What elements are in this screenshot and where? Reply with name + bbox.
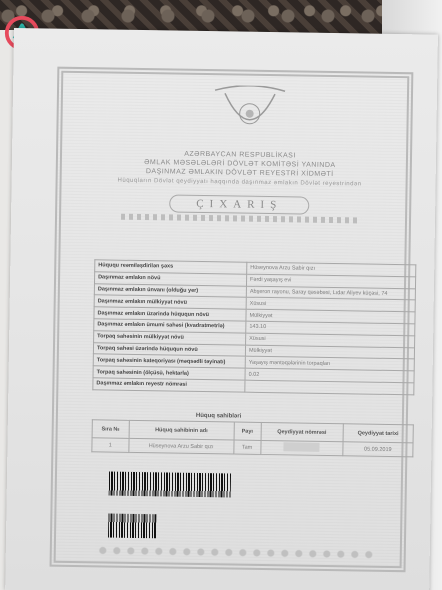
row-label: Daşınmaz əmlakın mülkiyyət növü: [94, 295, 246, 309]
document-title: ÇIXARIŞ: [169, 194, 309, 214]
col-name: Hüquq sahibinin adı: [129, 420, 234, 440]
cell-reg-no: [260, 440, 342, 455]
header-country: AZƏRBAYCAN RESPUBLİKASI: [184, 150, 296, 160]
ornament-divider: [121, 214, 361, 224]
row-label: Hüququ reəmiləşdirilən şəxs: [95, 260, 247, 274]
row-label: Daşınmaz əmlakın ümumi sahəsi (kvadratmetrlə): [94, 319, 246, 333]
row-label: Torpaq sahəsinin (ölçüsü, hektarla): [93, 366, 245, 380]
header-subtitle: Hüquqların Dövlət qeydiyyatı haqqında daşınmaz əmlakın Dövlət reyestrindən: [117, 177, 362, 188]
row-label: Torpaq sahəsinin mülkiyyət növü: [94, 331, 246, 345]
barcode: [109, 472, 231, 498]
ornament-bottom: [96, 543, 376, 561]
cell-seq: 1: [92, 438, 129, 453]
row-label: Daşınmaz əmlakın reyestr nömrəsi: [93, 378, 245, 392]
col-reg-no: Qeydiyyat nömrəsi: [261, 422, 344, 441]
cell-share: Tam: [234, 440, 261, 454]
certificate-frame: [50, 67, 414, 573]
redacted-block: [284, 442, 320, 452]
holders-title: Hüquq sahibləri: [195, 412, 242, 420]
property-info-table: [92, 259, 416, 395]
cell-name: Hüseynova Arzu Sabir qızı: [129, 438, 234, 454]
row-value: Hüseynova Arzu Sabir qızı: [247, 262, 416, 276]
col-reg-date: Qeydiyyat tarixi: [343, 424, 413, 443]
state-emblem-icon: [204, 85, 295, 146]
row-label: Torpaq sahəsinin kateqoriyası (məqsədli təyinatı): [93, 354, 245, 368]
row-value: Abşeron rayonu, Saray qəsəbəsi, Lıdar Aliyev küçəsi, 74: [246, 286, 415, 300]
cell-reg-date: 05.09.2019: [343, 442, 413, 457]
holders-table: [91, 419, 413, 457]
row-label: Daşınmaz əmlakın ünvanı (olduğu yer): [94, 283, 246, 297]
document-page: [5, 28, 438, 590]
barcode-small: [108, 514, 156, 539]
col-seq: Sıra №: [92, 420, 129, 439]
row-value: Fərdi yaşayış evi: [246, 274, 415, 288]
row-value: Yaşayış məntəqələrinin torpaqları: [245, 357, 414, 371]
row-label: Torpaq sahəsi üzərində hüququn növü: [93, 342, 245, 356]
row-value: Xüsusi: [246, 333, 415, 347]
row-label: Daşınmaz əmlakın üzərində hüququn növü: [94, 307, 246, 321]
row-label: Daşınmaz əmlakın növü: [94, 272, 246, 286]
row-value: Mülkiyyət: [245, 345, 414, 359]
row-value: 0.02: [245, 368, 414, 382]
col-share: Payı: [234, 422, 261, 440]
header-committee: ƏMLAK MƏSƏLƏLƏRİ DÖVLƏT KOMİTƏSİ YANINDA: [144, 159, 336, 170]
row-value: Xüsusi: [246, 298, 415, 312]
row-value: Mülkiyyət: [246, 309, 415, 323]
row-value: [245, 380, 414, 394]
row-value: 143.10: [246, 321, 415, 335]
header-service: DAŞINMAZ ƏMLAKIN DÖVLƏT REYESTRİ XİDMƏTİ: [145, 168, 334, 179]
